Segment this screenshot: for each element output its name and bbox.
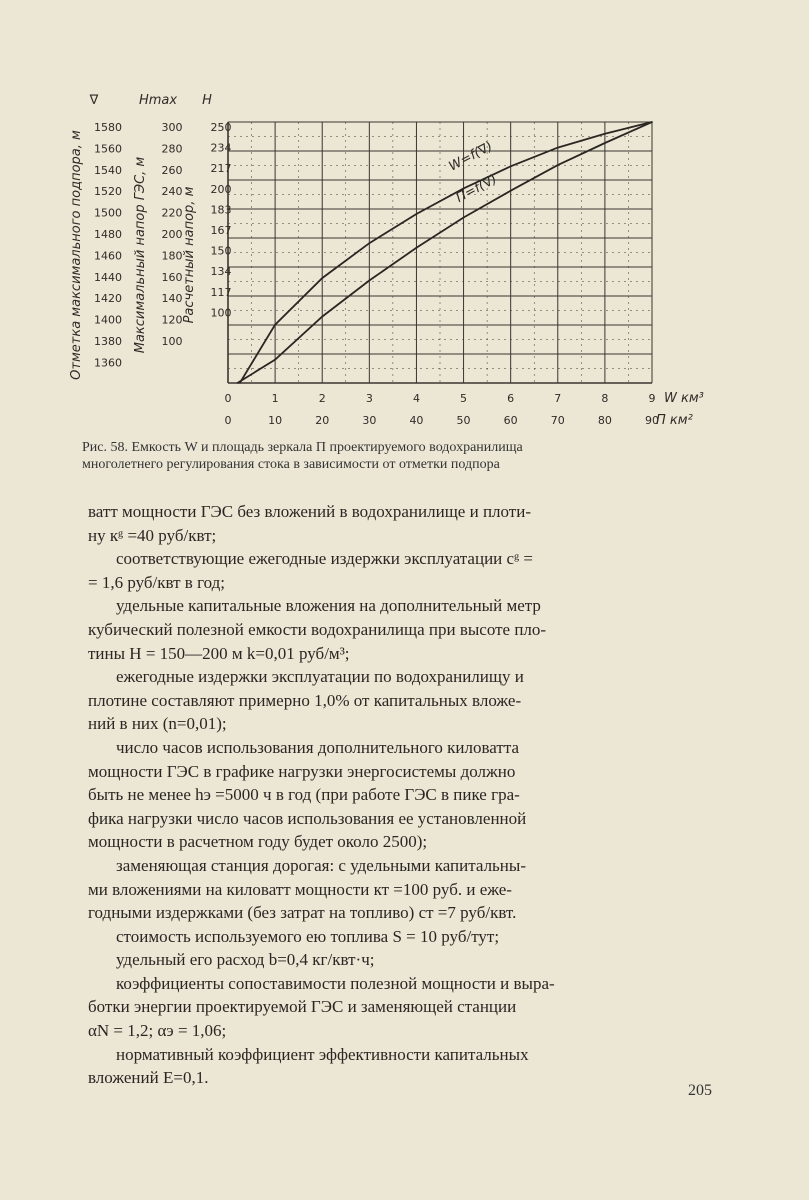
- x-tick-label-p: 90: [645, 414, 659, 427]
- y-tick-label: 167: [210, 224, 232, 237]
- y-tick-label: 200: [210, 182, 232, 196]
- x-tick-label-p: 20: [315, 414, 330, 427]
- text-line: удельные капитальные вложения на дополнительный метр: [116, 596, 541, 616]
- text-line: быть не менее hэ =5000 ч в год (при работе ГЭС в пике гра-: [88, 785, 520, 805]
- y-tick-label: 1560: [94, 142, 122, 156]
- text-line: удельный его расход b=0,4 кг/квт·ч;: [116, 950, 375, 970]
- paragraph-usage-hours: [88, 736, 716, 854]
- y-tick-label: 1400: [94, 313, 122, 327]
- x-tick-label-w: 9: [648, 392, 656, 405]
- x-tick-label-w: 7: [554, 392, 562, 405]
- series-point: [510, 190, 512, 192]
- x-tick-label-w: 1: [271, 392, 279, 405]
- y-tick-label: 1360: [94, 356, 122, 370]
- y-tick-label: 100: [210, 306, 232, 320]
- text-line: стоимость используемого ею топлива S = 10 руб/тут;: [116, 926, 500, 946]
- x-tick-label-w: 3: [365, 392, 373, 405]
- y-tick-label: 140: [161, 292, 183, 306]
- x-tick-label-p: 60: [503, 414, 518, 427]
- text-line: соответствующие ежегодные издержки эксплуатации сᵍ =: [116, 549, 534, 569]
- text-line: коэффициенты сопоставимости полезной мощности и выра-: [116, 973, 555, 993]
- y-tick-label: 1420: [94, 292, 122, 306]
- x-tick-label-w: 0: [224, 392, 232, 405]
- x-tick-label-p: 50: [456, 414, 471, 427]
- series-point: [369, 242, 371, 244]
- paragraph-fuel-cost: [88, 925, 716, 949]
- paragraph-fuel-consumption: [88, 948, 716, 972]
- text-line: мощности в расчетном году будет около 2500);: [88, 832, 428, 852]
- x-axis-unit-p: П км²: [656, 413, 693, 428]
- text-line: вложений E=0,1.: [88, 1068, 209, 1088]
- text-line: кубический полезной емкости водохранилища при высоте пло-: [88, 619, 547, 639]
- y-tick-label: 1580: [94, 121, 122, 134]
- x-tick-label-p: 10: [268, 414, 283, 427]
- text-line: фика нагрузки число часов использования ее установленной: [88, 808, 527, 828]
- series-label: W=f(∇): [446, 139, 496, 175]
- x-tick-label-w: 8: [601, 392, 609, 405]
- y-tick-label: 1520: [94, 185, 122, 199]
- text-line: плотине составляют примерно 1,0% от капитальных вложе-: [88, 690, 522, 710]
- text-line: = 1,6 руб/квт в год;: [88, 572, 226, 592]
- x-tick-label-w: 6: [507, 392, 515, 405]
- text-line: нормативный коэффициент эффективности капитальных: [116, 1044, 529, 1064]
- text-line: αN = 1,2; αэ = 1,06;: [88, 1021, 227, 1041]
- paragraph-efficiency-coefficient: [88, 1043, 716, 1090]
- y-tick-label: 160: [161, 270, 183, 284]
- y-tick-label: 150: [210, 244, 232, 258]
- y-axis-title: Максимальный напор ГЭС, м: [133, 156, 148, 354]
- y-tick-label: 1480: [94, 228, 122, 241]
- series-point: [321, 316, 323, 318]
- y-axis-symbol: H: [202, 93, 212, 108]
- y-tick-label: 260: [161, 163, 183, 177]
- x-tick-label-p: 80: [597, 414, 612, 427]
- y-axis-title: Отметка максимального подпора, м: [69, 130, 84, 380]
- y-tick-label: 180: [161, 249, 183, 263]
- y-tick-label: 240: [161, 185, 183, 199]
- series-point: [369, 280, 371, 282]
- series-point: [463, 217, 465, 219]
- paragraph-capital-cost: [88, 500, 716, 547]
- text-line: ну кᵍ =40 руб/квт;: [88, 525, 217, 545]
- series-point: [321, 277, 323, 279]
- y-axis-symbol: ∇: [89, 93, 99, 108]
- page-number: 205: [688, 1082, 712, 1099]
- text-line: ми вложениями на киловатт мощности кт =100 руб. и еже-: [88, 879, 512, 899]
- text-line: годными издержками (без затрат на топливо) ст =7 руб/квт.: [88, 903, 517, 923]
- x-tick-label-p: 70: [550, 414, 565, 427]
- series-point: [237, 382, 239, 384]
- text-line: заменяющая станция дорогая: с удельными капитальны-: [116, 855, 526, 875]
- paragraph-annual-costs: [88, 547, 716, 594]
- series-point: [416, 213, 418, 215]
- text-line: ботки энергии проектируемой ГЭС и заменяющей станции: [88, 997, 517, 1017]
- y-tick-label: 300: [161, 121, 183, 134]
- series-point: [510, 165, 512, 167]
- y-tick-label: 1380: [94, 335, 122, 348]
- x-tick-label-w: 4: [412, 392, 420, 405]
- capacity-area-chart: [60, 80, 760, 440]
- y-tick-label: 280: [161, 142, 183, 156]
- series-point: [416, 247, 418, 249]
- caption-line: многолетнего регулирования стока в зависимости от отметки подпора: [82, 457, 500, 472]
- x-tick-label-p: 0: [224, 414, 232, 427]
- series-point: [274, 324, 276, 326]
- y-tick-label: 200: [161, 228, 183, 241]
- caption-line: Рис. 58. Емкость W и площадь зеркала П проектируемого водохранилища: [82, 440, 523, 455]
- y-axis-symbol: Hmax: [138, 93, 178, 108]
- paragraph-replacement-station: [88, 854, 716, 925]
- y-tick-label: 250: [210, 121, 232, 134]
- series-point: [604, 133, 606, 135]
- series-point: [651, 121, 653, 123]
- y-tick-label: 100: [161, 335, 183, 348]
- x-tick-label-w: 5: [460, 392, 468, 405]
- body-text: [88, 500, 716, 1090]
- y-tick-label: 217: [210, 162, 232, 176]
- y-tick-label: 134: [210, 265, 232, 279]
- chart-axes: [69, 93, 704, 428]
- x-axis-unit-w: W км³: [664, 391, 704, 406]
- chart-labels: [447, 139, 500, 206]
- text-line: число часов использования дополнительного киловатта: [116, 737, 519, 757]
- x-tick-label-p: 40: [409, 414, 424, 427]
- text-line: ватт мощности ГЭС без вложений в водохранилище и плоти-: [88, 502, 531, 521]
- text-line: тины H = 150—200 м k=0,01 руб/м³;: [88, 643, 350, 663]
- x-tick-label-p: 30: [362, 414, 377, 427]
- y-tick-label: 183: [210, 203, 232, 217]
- y-tick-label: 1540: [94, 163, 122, 177]
- paragraph-comparability-coefficients: [88, 972, 716, 1043]
- y-tick-label: 1440: [94, 270, 122, 284]
- paragraph-specific-investment: [88, 594, 716, 665]
- y-tick-label: 1460: [94, 249, 122, 263]
- figure-caption: [82, 439, 722, 473]
- y-tick-label: 220: [161, 206, 183, 220]
- series-point: [604, 142, 606, 144]
- text-line: ний в них (n=0,01);: [88, 714, 227, 734]
- y-tick-label: 120: [161, 313, 183, 327]
- paragraph-operation-costs: [88, 665, 716, 736]
- series-point: [557, 147, 559, 149]
- series-point: [557, 164, 559, 166]
- y-axis-title: Расчетный напор, м: [182, 186, 197, 324]
- x-tick-label-w: 2: [318, 392, 326, 405]
- y-tick-label: 117: [210, 285, 232, 299]
- series-point: [274, 359, 276, 361]
- y-tick-label: 234: [210, 141, 232, 155]
- y-tick-label: 1500: [94, 206, 122, 220]
- text-line: ежегодные издержки эксплуатации по водохранилищу и: [116, 667, 524, 687]
- series-label: П=f(∇): [453, 171, 500, 206]
- text-line: мощности ГЭС в графике нагрузки энергосистемы должно: [88, 761, 516, 781]
